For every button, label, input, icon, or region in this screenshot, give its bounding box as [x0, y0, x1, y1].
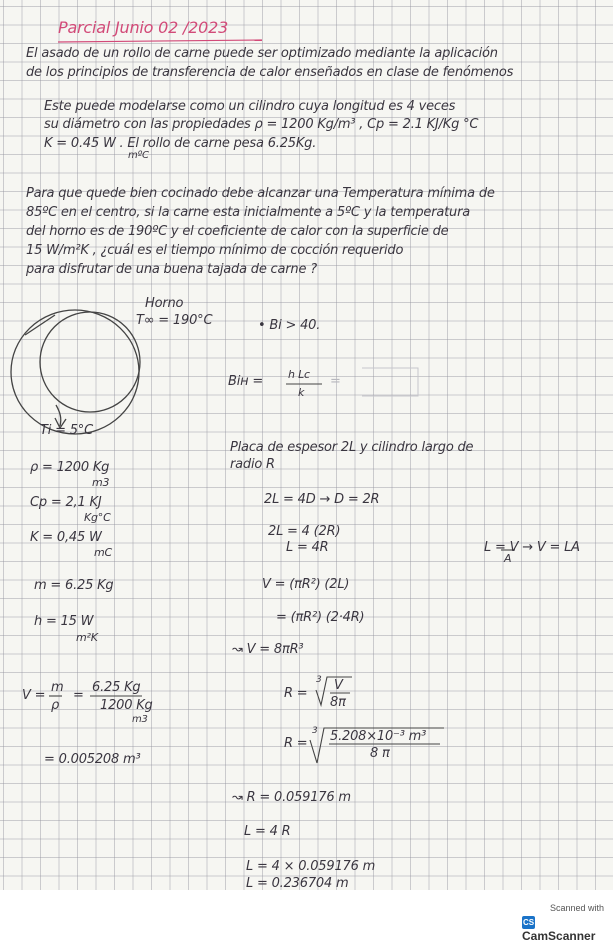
- eq-2L-4D: 2L = 4D → D = 2R: [264, 492, 380, 507]
- eq-side-V-LA: L = V → V = LA: [484, 540, 580, 555]
- biot-h-den: k: [298, 386, 305, 399]
- eq-r-label: R =: [284, 686, 308, 701]
- biot-condition: • Bi > 40.: [258, 318, 321, 333]
- mass-value: m = 6.25 Kg: [34, 578, 114, 593]
- page-title: Parcial Junio 02 /2023: [58, 18, 229, 37]
- camscanner-icon: CS: [522, 918, 535, 928]
- problem-line-8: del horno es de 190ºC y el coeficiente de calor con la superficie de: [26, 224, 449, 239]
- density-value: ρ = 1200 Kg: [30, 460, 110, 475]
- eq-r2-den: 8 π: [370, 746, 390, 761]
- volume-eq: =: [73, 688, 84, 703]
- eq-volume-2: = (πR²) (2·4R): [276, 610, 365, 625]
- volume-frac-num: m: [51, 680, 64, 695]
- eq-r-root-index: 3: [316, 675, 322, 685]
- eq-r2-root-index: 3: [312, 726, 318, 736]
- eq-L-4R-2: L = 4 R: [244, 824, 291, 839]
- cp-value: Cp = 2,1 KJ: [30, 495, 102, 510]
- oven-label: Horno: [145, 296, 184, 311]
- problem-line-2: de los principios de transferencia de calor enseñados en clase de fenómenos: [26, 65, 514, 80]
- eq-r2-label: R =: [284, 736, 308, 751]
- plate-line-2: radio R: [230, 457, 275, 472]
- volume-den-unit: m3: [132, 714, 148, 725]
- camscanner-logo: [522, 915, 608, 943]
- camscanner-watermark: [522, 899, 608, 943]
- eq-side-den: A: [504, 552, 512, 565]
- title-underline: [58, 40, 262, 42]
- problem-line-3: Este puede modelarse como un cilindro cuya longitud es 4 veces: [44, 99, 456, 114]
- eq-r-num: V: [334, 678, 343, 693]
- problem-line-6: Para que quede bien cocinado debe alcanzar una Temperatura mínima de: [26, 186, 495, 201]
- eq-L-value: L = 4 × 0.059176 m: [246, 859, 376, 874]
- cylinder-diagram-icon: [11, 310, 140, 434]
- density-unit: m3: [92, 476, 110, 489]
- biot-h-num: h Lc: [288, 368, 310, 381]
- camscanner-text: CamScanner: [522, 929, 596, 943]
- volume-den: 1200 Kg: [100, 698, 153, 713]
- eq-r-result: ↝ R = 0.059176 m: [232, 790, 351, 805]
- volume-frac-den: ρ: [51, 698, 60, 713]
- bih-faded-box: [362, 368, 418, 396]
- k-value: K = 0,45 W: [30, 530, 102, 545]
- eq-L-result: L = 0.236704 m: [246, 876, 349, 891]
- volume-label: V =: [22, 688, 46, 703]
- problem-line-4: su diámetro con las propiedades ρ = 1200 Kg/m³ , Cp = 2.1 KJ/Kg °C: [44, 117, 479, 132]
- initial-temperature: Ti = 5°C: [40, 423, 93, 438]
- cp-unit: Kg°C: [84, 511, 111, 524]
- biot-h-eq: =: [330, 374, 341, 389]
- problem-line-5: K = 0.45 W . El rollo de carne pesa 6.25Kg.: [44, 136, 317, 151]
- h-value: h = 15 W: [34, 614, 94, 629]
- plate-line-1: Placa de espesor 2L y cilindro largo de: [230, 440, 474, 455]
- eq-2L-4-2R: 2L = 4 (2R): [268, 524, 341, 539]
- eq-r-den: 8π: [330, 695, 346, 710]
- volume-num: 6.25 Kg: [92, 680, 141, 695]
- scanned-with-text: Scanned with: [549, 903, 604, 913]
- problem-line-1: El asado de un rollo de carne puede ser optimizado mediante la aplicación: [26, 46, 498, 61]
- eq-volume-3: ↝ V = 8πR³: [232, 642, 304, 657]
- biot-h-label: Biн =: [228, 374, 264, 389]
- problem-line-10: para disfrutar de una buena tajada de carne ?: [26, 262, 317, 277]
- eq-L-4R: L = 4R: [286, 540, 329, 555]
- volume-result: = 0.005208 m³: [44, 752, 141, 767]
- h-unit: m²K: [76, 631, 98, 644]
- eq-volume-1: V = (πR²) (2L): [262, 577, 350, 592]
- problem-line-7: 85ºC en el centro, si la carne esta inicialmente a 5ºC y la temperatura: [26, 205, 470, 220]
- problem-line-9: 15 W/m²K , ¿cuál es el tiempo mínimo de cocción requerido: [26, 243, 404, 258]
- eq-r2-num: 5.208×10⁻³ m³: [330, 729, 427, 744]
- k-unit: mC: [94, 546, 112, 559]
- problem-line-5-unit: mºC: [128, 150, 149, 161]
- oven-temperature: T∞ = 190°C: [136, 313, 213, 328]
